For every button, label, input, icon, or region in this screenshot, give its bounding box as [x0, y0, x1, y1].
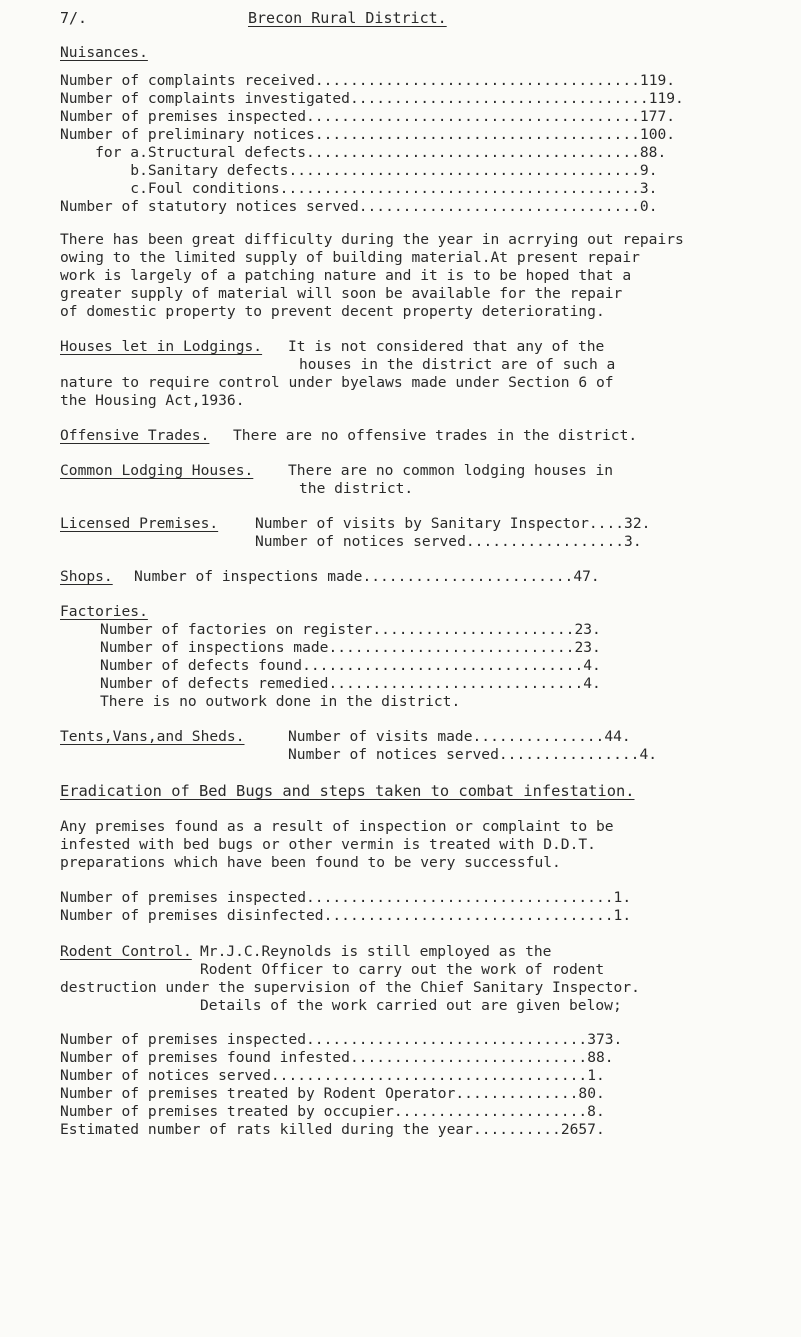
row-value: 88.	[587, 1049, 614, 1066]
row-dots: ......................	[393, 1103, 588, 1120]
row-value: 3.	[639, 180, 658, 197]
lodgings-line: It is not considered that any of the	[288, 338, 605, 355]
row-value: 23.	[574, 639, 601, 656]
row-label: Number of premises treated by occupier	[60, 1103, 394, 1120]
row-value: 119.	[639, 72, 676, 89]
bedbugs-row	[60, 907, 631, 924]
nuisances-row	[60, 198, 657, 215]
rodent-row	[60, 1121, 605, 1138]
rodent-row	[60, 1103, 605, 1120]
row-dots: .................................	[323, 907, 614, 924]
row-label: Number of visits made	[288, 728, 473, 745]
row-dots: ....	[588, 515, 625, 532]
row-value: 100.	[639, 126, 676, 143]
row-label: Number of defects found	[100, 657, 303, 674]
row-dots: .....................................	[314, 126, 640, 143]
row-dots: ................................	[306, 1031, 588, 1048]
nuisances-paragraph-line: greater supply of material will soon be available for the repair	[60, 285, 623, 302]
row-label: Number of premises found infested	[60, 1049, 350, 1066]
row-dots: ........................................	[288, 162, 640, 179]
row-dots: .............................	[328, 675, 584, 692]
row-label: Number of premises inspected	[60, 889, 307, 906]
rodent-row	[60, 1085, 605, 1102]
common-line: There are no common lodging houses in	[288, 462, 614, 479]
row-value: 32.	[624, 515, 651, 532]
row-label: Estimated number of rats killed during the year	[60, 1121, 473, 1138]
lodgings-line: the Housing Act,1936.	[60, 392, 245, 409]
nuisances-row	[60, 126, 675, 143]
nuisances-row	[60, 162, 657, 179]
row-label: Number of premises disinfected	[60, 907, 324, 924]
row-dots: ...........................	[349, 1049, 588, 1066]
row-dots: ................	[498, 746, 640, 763]
row-dots: ..................................	[349, 90, 649, 107]
row-value: 1.	[613, 889, 632, 906]
row-label: Number of premises inspected	[60, 108, 307, 125]
rodent-line: Rodent Officer to carry out the work of rodent	[200, 961, 605, 978]
tents-row	[288, 728, 631, 745]
nuisances-paragraph-line: work is largely of a patching nature and it is to be hoped that a	[60, 267, 632, 284]
row-value: 80.	[578, 1085, 605, 1102]
row-value: 2657.	[560, 1121, 605, 1138]
nuisances-paragraph-line: There has been great difficulty during the year in acrrying out repairs	[60, 231, 684, 248]
row-dots: .........................................	[279, 180, 640, 197]
nuisances-row	[60, 144, 666, 161]
row-dots: ...................................	[306, 889, 614, 906]
row-label: b.Sanitary defects	[60, 162, 289, 179]
licensed-heading: Licensed Premises.	[60, 515, 219, 532]
row-value: 1.	[613, 907, 632, 924]
page-title: Brecon Rural District.	[248, 9, 447, 27]
row-value: 373.	[587, 1031, 623, 1048]
lodgings-heading: Houses let in Lodgings.	[60, 338, 263, 355]
row-value: 119.	[648, 90, 684, 107]
common-line: the district.	[299, 480, 414, 497]
shops-row	[134, 568, 600, 585]
row-label: for a.Structural defects	[60, 144, 307, 161]
row-label: Number of notices served	[60, 1067, 271, 1084]
bedbugs-row	[60, 889, 631, 906]
row-value: 8.	[587, 1103, 605, 1120]
factories-row	[100, 675, 601, 692]
lodgings-line: nature to require control under byelaws made under Section 6 of	[60, 374, 614, 391]
page-number: 7/.	[60, 9, 88, 27]
licensed-row	[255, 533, 642, 550]
factories-row	[100, 639, 601, 656]
row-label: Number of statutory notices served	[60, 198, 359, 215]
row-label: c.Foul conditions	[60, 180, 280, 197]
row-dots: ................................	[302, 657, 584, 674]
nuisances-paragraph-line: owing to the limited supply of building material.At present repair	[60, 249, 640, 266]
row-value: 4.	[583, 657, 601, 674]
lodgings-line: houses in the district are of such a	[299, 356, 616, 373]
factories-heading: Factories.	[60, 603, 148, 620]
row-dots: ..................	[465, 533, 625, 550]
row-label: Number of visits by Sanitary Inspector	[255, 515, 589, 532]
tents-row	[288, 746, 657, 763]
row-dots: ....................................	[270, 1067, 588, 1084]
row-label: Number of premises treated by Rodent Operator	[60, 1085, 456, 1102]
offensive-heading: Offensive Trades.	[60, 427, 210, 444]
row-dots: ................................	[358, 198, 640, 215]
row-dots: ...............	[472, 728, 605, 745]
nuisances-row	[60, 90, 684, 107]
rodent-row	[60, 1049, 614, 1066]
row-label: Number of inspections made	[134, 568, 363, 585]
row-value: 23.	[574, 621, 601, 638]
bedbugs-paragraph-line: infested with bed bugs or other vermin is treated with D.D.T.	[60, 836, 596, 853]
row-label: Number of complaints received	[60, 72, 315, 89]
bedbugs-paragraph-line: preparations which have been found to be very successful.	[60, 854, 561, 871]
row-label: Number of complaints investigated	[60, 90, 350, 107]
licensed-row	[255, 515, 650, 532]
rodent-line: Mr.J.C.Reynolds is still employed as the	[200, 943, 552, 960]
offensive-text: There are no offensive trades in the district.	[233, 427, 638, 444]
row-dots: ............................	[328, 639, 575, 656]
row-value: 1.	[587, 1067, 605, 1084]
row-label: Number of notices served	[255, 533, 466, 550]
row-value: 88.	[639, 144, 667, 161]
rodent-row	[60, 1067, 605, 1084]
bedbugs-paragraph-line: Any premises found as a result of inspection or complaint to be	[60, 818, 614, 835]
rodent-heading: Rodent Control.	[60, 943, 192, 960]
factories-row	[100, 657, 601, 674]
row-value: 47.	[573, 568, 600, 585]
common-heading: Common Lodging Houses.	[60, 462, 254, 479]
row-label: Number of notices served	[288, 746, 499, 763]
row-label: Number of defects remedied	[100, 675, 329, 692]
nuisances-paragraph-line: of domestic property to prevent decent property deteriorating.	[60, 303, 605, 320]
row-label: Number of factories on register	[100, 621, 373, 638]
row-value: 3.	[624, 533, 642, 550]
row-label: Number of premises inspected	[60, 1031, 307, 1048]
row-dots: ..............	[455, 1085, 579, 1102]
row-value: 9.	[639, 162, 658, 179]
rodent-row	[60, 1031, 622, 1048]
row-value: 44.	[604, 728, 631, 745]
tents-heading: Tents,Vans,and Sheds.	[60, 728, 245, 745]
bedbugs-heading: Eradication of Bed Bugs and steps taken to combat infestation.	[60, 782, 635, 800]
rodent-line: destruction under the supervision of the Chief Sanitary Inspector.	[60, 979, 640, 996]
row-dots: ......................................	[306, 144, 640, 161]
factories-note: There is no outwork done in the district.	[100, 693, 461, 710]
shops-heading: Shops.	[60, 568, 113, 585]
row-label: Number of preliminary notices	[60, 126, 315, 143]
nuisances-row	[60, 72, 675, 89]
row-dots: .......................	[372, 621, 575, 638]
row-value: 177.	[639, 108, 676, 125]
row-dots: ........................	[362, 568, 574, 585]
row-dots: ......................................	[306, 108, 640, 125]
row-label: Number of inspections made	[100, 639, 329, 656]
row-dots: ..........	[472, 1121, 561, 1138]
row-value: 0.	[639, 198, 658, 215]
row-value: 4.	[639, 746, 658, 763]
nuisances-heading: Nuisances.	[60, 44, 148, 61]
rodent-line: Details of the work carried out are given below;	[200, 997, 622, 1014]
nuisances-row	[60, 180, 657, 197]
row-dots: .....................................	[314, 72, 640, 89]
row-value: 4.	[583, 675, 601, 692]
nuisances-row	[60, 108, 675, 125]
factories-row	[100, 621, 601, 638]
